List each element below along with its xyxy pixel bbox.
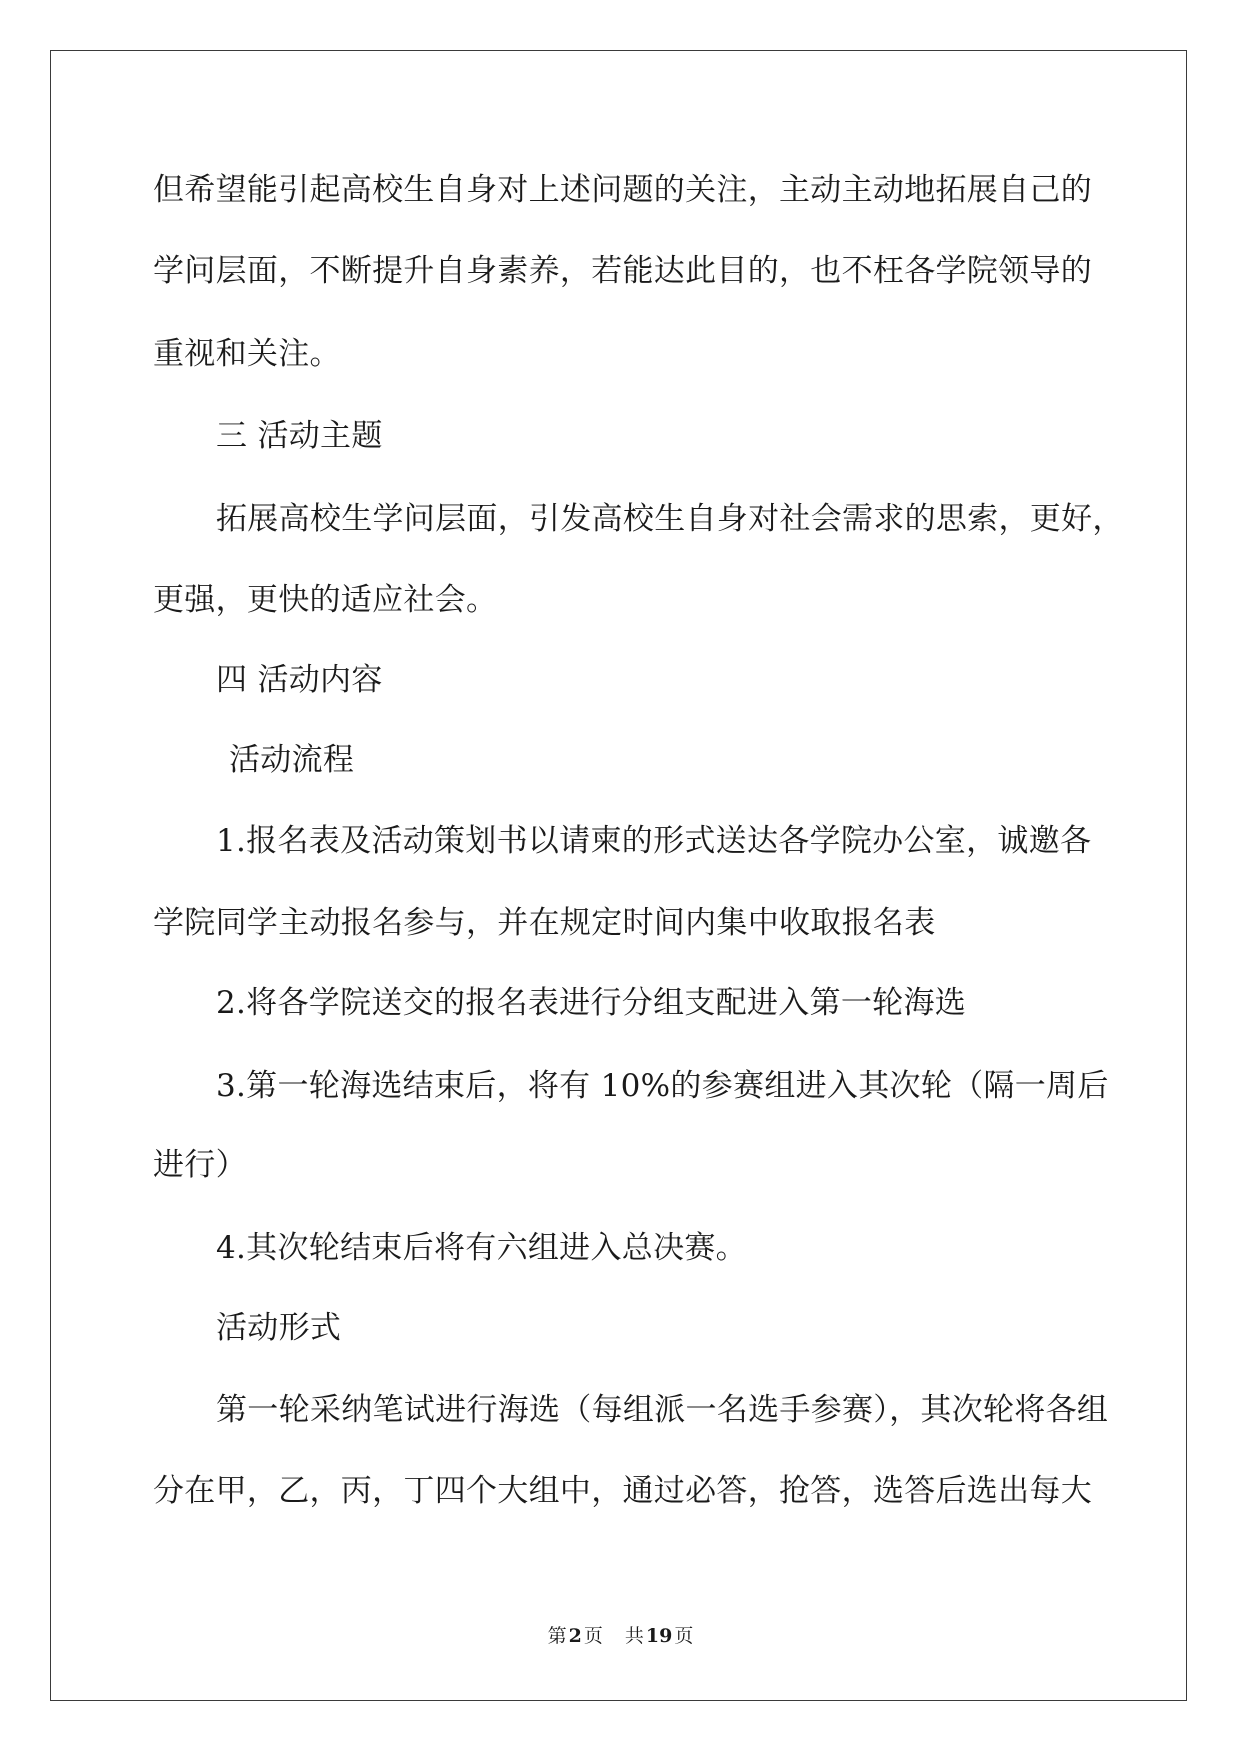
- body-text-line: 拓展高校生学问层面，引发高校生自身对社会需求的思索，更好，: [216, 501, 1124, 537]
- subsection-heading: 活动流程: [229, 742, 355, 778]
- total-suffix: 页: [674, 1625, 694, 1647]
- page-suffix: 页: [583, 1625, 603, 1647]
- page-border: [50, 50, 1187, 1701]
- list-item-text: 4.其次轮结束后将有六组进入总决赛。: [216, 1230, 747, 1266]
- body-text-line: 重视和关注。: [153, 336, 341, 372]
- list-item-text: 3.第一轮海选结束后，将有 10%的参赛组进入其次轮（隔一周后: [216, 1068, 1109, 1104]
- page-number: 2: [568, 1625, 582, 1647]
- section-heading: 四 活动内容: [216, 662, 383, 698]
- section-heading: 三 活动主题: [216, 418, 383, 454]
- list-item-text: 1.报名表及活动策划书以请柬的形式送达各学院办公室，诚邀各: [216, 823, 1092, 859]
- body-text-line: 更强，更快的适应社会。: [153, 582, 498, 618]
- page-prefix: 第: [547, 1625, 567, 1647]
- total-prefix: 共: [624, 1625, 644, 1647]
- list-item-text: 学院同学主动报名参与，并在规定时间内集中收取报名表: [153, 905, 936, 941]
- total-pages: 19: [645, 1625, 673, 1647]
- subsection-heading: 活动形式: [216, 1310, 342, 1346]
- body-text-line: 分在甲，乙，丙，丁四个大组中，通过必答，抢答，选答后选出每大: [153, 1473, 1092, 1509]
- list-item-text: 进行）: [153, 1147, 247, 1183]
- list-item-text: 2.将各学院送交的报名表进行分组支配进入第一轮海选: [216, 985, 967, 1021]
- page-footer: [0, 1623, 1241, 1649]
- body-text-line: 学问层面，不断提升自身素养，若能达此目的，也不枉各学院领导的: [153, 253, 1092, 289]
- body-text-line: 第一轮采纳笔试进行海选（每组派一名选手参赛），其次轮将各组: [216, 1392, 1109, 1428]
- body-text-line: 但希望能引起高校生自身对上述问题的关注，主动主动地拓展自己的: [153, 172, 1092, 208]
